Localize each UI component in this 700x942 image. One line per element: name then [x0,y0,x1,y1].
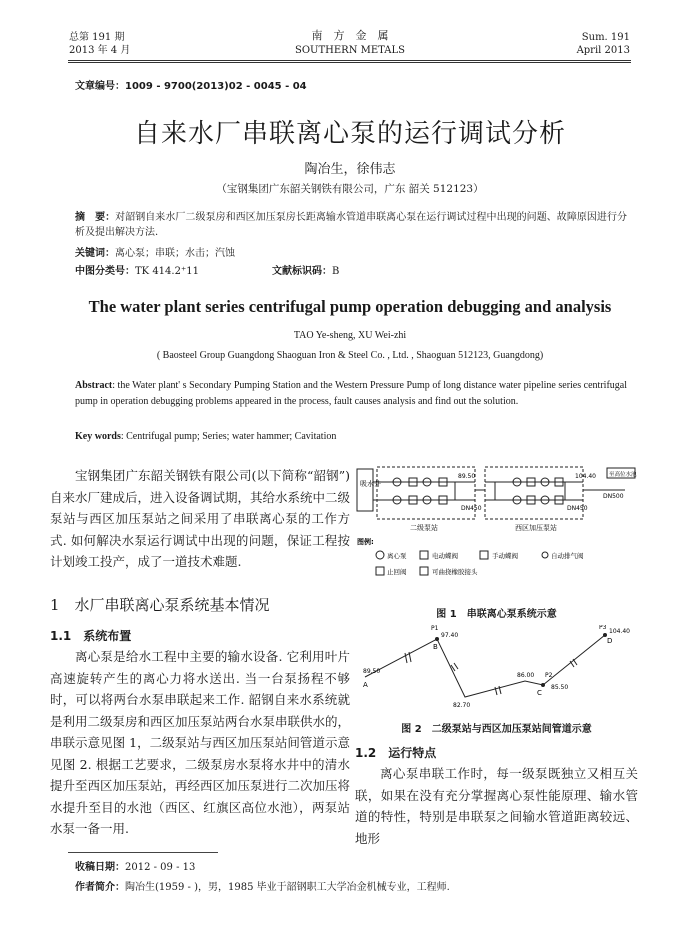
legend-item: 可曲挠橡胶接头 [432,568,478,576]
received-date: 收稿日期：2012 - 09 - 13 [75,862,196,873]
air-valve-icon [541,683,545,687]
figure-1-caption: 图 1 串联离心泵系统示意 [436,609,557,620]
journal-name-en: SOUTHERN METALS [295,45,405,56]
dn-label-1: DN450 [461,505,482,512]
point-marker: P3 [599,625,607,631]
abstract-en: Abstract: the Water plant' s Secondary Pumping Station and the Western Pressure Pump of long distance water pipeline series centrifugal pump in operation debugging problems appeared in the process, fault causes analysis and find out the solution. [75,380,627,407]
well-box [357,469,373,511]
issue-number: 总第 191 期 [69,32,125,43]
author-bio: 作者简介：陶冶生(1959 - )，男，1985 毕业于韶钢职工大学冶金机械专业，工程师. [75,882,450,893]
elev-label-2: 104.40 [575,473,596,480]
point-marker: P1 [431,625,439,632]
section-1-1-heading: 1.1 系统布置 [50,629,132,643]
point-elev: 86.00 [517,672,535,679]
section-1-heading: 1 水厂串联离心泵系统基本情况 [50,596,270,614]
title-en: The water plant series centrifugal pump operation debugging and analysis [88,297,612,316]
dn-label-2: DN450 [567,505,588,512]
issue-date-en: April 2013 [576,45,630,56]
header-rule [68,60,631,61]
point-label: C [537,689,542,697]
well-label: 吸水井 [360,480,381,488]
station-1-label: 二级泵站 [410,524,438,532]
point-marker: P2 [545,672,553,679]
legend-item: 离心泵 [387,552,407,560]
air-valve-icon [435,637,439,641]
legend-title: 图例: [357,538,374,546]
station-2-label: 西区加压泵站 [515,524,557,532]
article-number: 文章编号：1009 - 9700(2013)02 - 0045 - 04 [75,81,307,92]
sum-number: Sum. 191 [581,32,630,43]
point-label: A [363,681,368,689]
authors-en: TAO Ye-sheng, XU Wei-zhi [293,330,407,341]
affiliation-cn: （宝钢集团广东韶关钢铁有限公司，广东 韶关 512123） [216,183,484,195]
legend-manual-valve-icon [480,551,488,559]
point-label: B [433,643,438,651]
pipeline-profile [365,635,605,697]
issue-date: 2013 年 4 月 [69,45,131,56]
point-elev: 104.40 [609,628,630,635]
legend-air-valve-icon [542,552,548,558]
legend-flex-joint-icon [420,567,428,575]
legend-pump-icon [376,551,384,559]
point-elev: 82.70 [453,702,471,709]
legend-electric-valve-icon [420,551,428,559]
legend-item: 电动蝶阀 [432,552,458,560]
clc-number: 中图分类号：TK 414.2⁺11 [75,266,199,277]
document-code: 文献标识码：B [272,266,340,277]
dn-label-3: DN500 [603,493,624,500]
figure-2-caption: 图 2 二级泵站与西区加压泵站间管道示意 [401,724,592,735]
point-elev: 89.50 [363,668,381,675]
legend-item: 手动蝶阀 [492,552,518,560]
point-elev: 97.40 [441,632,459,639]
section-1-1-paragraph: 离心泵是给水工程中主要的输水设备. 它利用叶片高速旋转产生的离心力将水送出. 当一台泵扬程不够时，可以将两台水泵串联起来工作. 韶钢自来水系统就是利用二级泵房和西区加压泵站两台水泵串联供水的，串联示意见图 1，二级泵站与西区加压泵站间管道示意见图 2. 根据工艺要求，二级泵房水泵将水井中的清水提升至西区加压泵站，再经西区加压泵进行二次加压将水提升至目的水池（西区、红旗区高位水池），两泵站水泵一备一用. [50,649,351,836]
abstract-cn: 摘 要：对韶钢自来水厂二级泵房和西区加压泵房长距离输水管道串联离心泵在运行调试过程中出现的问题、故障原因进行分析及提出解决方法. [75,212,628,238]
legend-check-valve-icon [376,567,384,575]
header-rule-2 [68,62,631,63]
point-label: D [607,637,613,645]
section-1-2-heading: 1.2 运行特点 [355,746,437,760]
legend-item: 止回阀 [387,568,407,576]
keywords-en: Key words: Centrifugal pump; Series; water hammer; Cavitation [75,431,337,442]
target-label: 至高位水池 [609,472,637,478]
keywords-cn: 关键词：离心泵；串联；水击；汽蚀 [75,248,235,259]
section-1-2-paragraph: 离心泵串联工作时，每一级泵既独立又相互关联，如果在没有充分掌握离心泵性能原理、输水管道的特性，特别是串联泵之间输水管道距离较远、地形 [355,766,638,846]
figure-1 [355,464,638,596]
intro-paragraph: 宝钢集团广东韶关钢铁有限公司(以下简称“韶钢”)自来水厂建成后，进入设备调试期，其给水系统中二级泵站与西区加压泵站之间采用了串联离心泵的工作方式. 如何解决水泵运行调试中出现的问题，保证工程按计划竣工投产，成了一道技术难题. [50,468,351,569]
point-elev: 85.50 [551,684,569,691]
authors-cn: 陶冶生，徐伟志 [304,162,396,177]
figure-2 [355,625,638,710]
legend-item: 自动排气阀 [551,552,584,560]
elev-label-1: 89.50 [458,473,476,480]
title-cn: 自来水厂串联离心泵的运行调试分析 [133,119,566,149]
affiliation-en: ( Baosteel Group Guangdong Shaoguan Iron & Steel Co. , Ltd. , Shaoguan 512123, Guangdong) [156,350,544,361]
footnote-rule [68,852,218,853]
journal-name-cn: 南 方 金 属 [311,29,389,42]
